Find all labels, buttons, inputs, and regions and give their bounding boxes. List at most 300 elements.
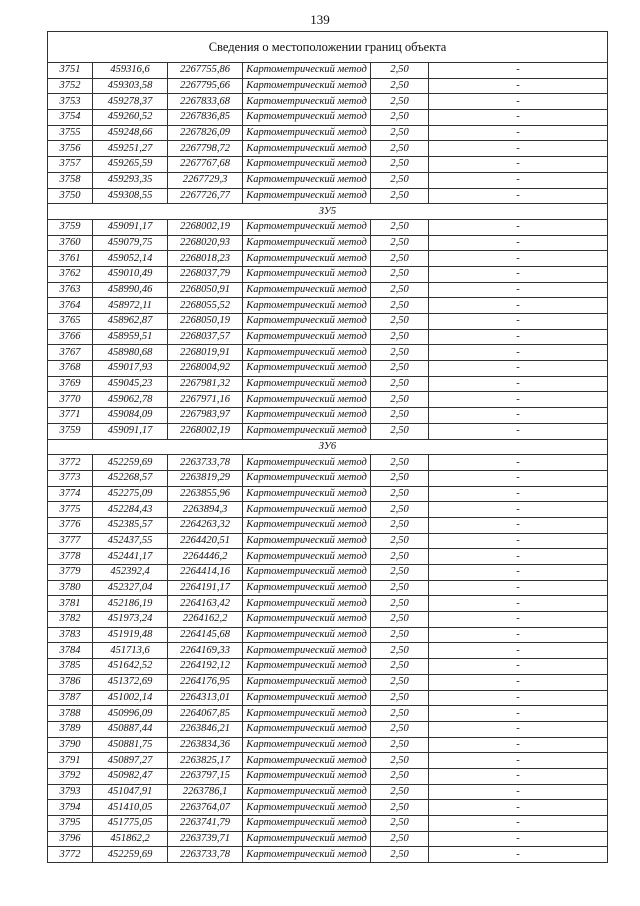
y-coordinate-cell: 2264145,68 bbox=[168, 627, 243, 643]
accuracy-cell: 2,50 bbox=[371, 816, 429, 832]
y-coordinate-cell: 2263741,79 bbox=[168, 816, 243, 832]
y-coordinate-cell: 2267726,77 bbox=[168, 188, 243, 204]
accuracy-cell: 2,50 bbox=[371, 235, 429, 251]
table-row bbox=[48, 345, 608, 361]
method-cell: Картометрический метод bbox=[243, 266, 371, 282]
table-row bbox=[48, 408, 608, 424]
y-coordinate-cell: 2264191,17 bbox=[168, 580, 243, 596]
table-row bbox=[48, 470, 608, 486]
table-row bbox=[48, 188, 608, 204]
x-coordinate-cell: 458962,87 bbox=[93, 314, 168, 330]
description-cell: - bbox=[429, 517, 608, 533]
point-number-cell: 3766 bbox=[48, 329, 93, 345]
section-label: ЗУ5 bbox=[48, 204, 608, 220]
x-coordinate-cell: 458972,11 bbox=[93, 298, 168, 314]
method-cell: Картометрический метод bbox=[243, 376, 371, 392]
x-coordinate-cell: 452275,09 bbox=[93, 486, 168, 502]
table-row bbox=[48, 110, 608, 126]
description-cell: - bbox=[429, 235, 608, 251]
accuracy-cell: 2,50 bbox=[371, 188, 429, 204]
point-number-cell: 3793 bbox=[48, 784, 93, 800]
point-number-cell: 3758 bbox=[48, 172, 93, 188]
description-cell: - bbox=[429, 768, 608, 784]
x-coordinate-cell: 451775,05 bbox=[93, 816, 168, 832]
method-cell: Картометрический метод bbox=[243, 784, 371, 800]
x-coordinate-cell: 450982,47 bbox=[93, 768, 168, 784]
point-number-cell: 3752 bbox=[48, 78, 93, 94]
accuracy-cell: 2,50 bbox=[371, 125, 429, 141]
y-coordinate-cell: 2263846,21 bbox=[168, 721, 243, 737]
point-number-cell: 3777 bbox=[48, 533, 93, 549]
accuracy-cell: 2,50 bbox=[371, 110, 429, 126]
x-coordinate-cell: 452385,57 bbox=[93, 517, 168, 533]
point-number-cell: 3751 bbox=[48, 63, 93, 79]
y-coordinate-cell: 2268002,19 bbox=[168, 423, 243, 439]
y-coordinate-cell: 2263819,29 bbox=[168, 470, 243, 486]
accuracy-cell: 2,50 bbox=[371, 596, 429, 612]
x-coordinate-cell: 452437,55 bbox=[93, 533, 168, 549]
accuracy-cell: 2,50 bbox=[371, 266, 429, 282]
point-number-cell: 3770 bbox=[48, 392, 93, 408]
point-number-cell: 3759 bbox=[48, 423, 93, 439]
point-number-cell: 3785 bbox=[48, 659, 93, 675]
table-row bbox=[48, 659, 608, 675]
accuracy-cell: 2,50 bbox=[371, 219, 429, 235]
x-coordinate-cell: 458959,51 bbox=[93, 329, 168, 345]
boundary-coordinates-table bbox=[47, 31, 608, 863]
method-cell: Картометрический метод bbox=[243, 329, 371, 345]
point-number-cell: 3782 bbox=[48, 612, 93, 628]
table-row bbox=[48, 674, 608, 690]
table-row bbox=[48, 768, 608, 784]
x-coordinate-cell: 452186,19 bbox=[93, 596, 168, 612]
point-number-cell: 3772 bbox=[48, 847, 93, 863]
y-coordinate-cell: 2267971,16 bbox=[168, 392, 243, 408]
y-coordinate-cell: 2263797,15 bbox=[168, 768, 243, 784]
table-row bbox=[48, 361, 608, 377]
point-number-cell: 3764 bbox=[48, 298, 93, 314]
method-cell: Картометрический метод bbox=[243, 800, 371, 816]
method-cell: Картометрический метод bbox=[243, 251, 371, 267]
y-coordinate-cell: 2268050,19 bbox=[168, 314, 243, 330]
method-cell: Картометрический метод bbox=[243, 470, 371, 486]
accuracy-cell: 2,50 bbox=[371, 737, 429, 753]
x-coordinate-cell: 459293,35 bbox=[93, 172, 168, 188]
point-number-cell: 3780 bbox=[48, 580, 93, 596]
y-coordinate-cell: 2264263,32 bbox=[168, 517, 243, 533]
accuracy-cell: 2,50 bbox=[371, 329, 429, 345]
x-coordinate-cell: 451002,14 bbox=[93, 690, 168, 706]
x-coordinate-cell: 459308,55 bbox=[93, 188, 168, 204]
method-cell: Картометрический метод bbox=[243, 141, 371, 157]
accuracy-cell: 2,50 bbox=[371, 627, 429, 643]
accuracy-cell: 2,50 bbox=[371, 517, 429, 533]
table-row bbox=[48, 643, 608, 659]
table-row bbox=[48, 266, 608, 282]
point-number-cell: 3761 bbox=[48, 251, 93, 267]
accuracy-cell: 2,50 bbox=[371, 831, 429, 847]
y-coordinate-cell: 2268002,19 bbox=[168, 219, 243, 235]
point-number-cell: 3768 bbox=[48, 361, 93, 377]
accuracy-cell: 2,50 bbox=[371, 659, 429, 675]
table-row bbox=[48, 141, 608, 157]
method-cell: Картометрический метод bbox=[243, 408, 371, 424]
y-coordinate-cell: 2267836,85 bbox=[168, 110, 243, 126]
y-coordinate-cell: 2267795,66 bbox=[168, 78, 243, 94]
accuracy-cell: 2,50 bbox=[371, 486, 429, 502]
point-number-cell: 3786 bbox=[48, 674, 93, 690]
method-cell: Картометрический метод bbox=[243, 94, 371, 110]
method-cell: Картометрический метод bbox=[243, 768, 371, 784]
x-coordinate-cell: 451410,05 bbox=[93, 800, 168, 816]
point-number-cell: 3781 bbox=[48, 596, 93, 612]
x-coordinate-cell: 451642,52 bbox=[93, 659, 168, 675]
y-coordinate-cell: 2263894,3 bbox=[168, 502, 243, 518]
method-cell: Картометрический метод bbox=[243, 753, 371, 769]
accuracy-cell: 2,50 bbox=[371, 157, 429, 173]
description-cell: - bbox=[429, 533, 608, 549]
table-row bbox=[48, 784, 608, 800]
y-coordinate-cell: 2267729,3 bbox=[168, 172, 243, 188]
method-cell: Картометрический метод bbox=[243, 125, 371, 141]
table-row bbox=[48, 596, 608, 612]
x-coordinate-cell: 459265,59 bbox=[93, 157, 168, 173]
x-coordinate-cell: 459260,52 bbox=[93, 110, 168, 126]
table-row bbox=[48, 219, 608, 235]
description-cell: - bbox=[429, 816, 608, 832]
table-title-row bbox=[48, 32, 608, 63]
accuracy-cell: 2,50 bbox=[371, 314, 429, 330]
section-label: ЗУ6 bbox=[48, 439, 608, 455]
x-coordinate-cell: 459248,66 bbox=[93, 125, 168, 141]
point-number-cell: 3794 bbox=[48, 800, 93, 816]
y-coordinate-cell: 2268055,52 bbox=[168, 298, 243, 314]
y-coordinate-cell: 2263855,96 bbox=[168, 486, 243, 502]
accuracy-cell: 2,50 bbox=[371, 674, 429, 690]
table-row bbox=[48, 172, 608, 188]
method-cell: Картометрический метод bbox=[243, 188, 371, 204]
x-coordinate-cell: 450996,09 bbox=[93, 706, 168, 722]
method-cell: Картометрический метод bbox=[243, 455, 371, 471]
description-cell: - bbox=[429, 219, 608, 235]
y-coordinate-cell: 2263764,07 bbox=[168, 800, 243, 816]
description-cell: - bbox=[429, 376, 608, 392]
table-row bbox=[48, 78, 608, 94]
description-cell: - bbox=[429, 266, 608, 282]
table-row bbox=[48, 251, 608, 267]
point-number-cell: 3762 bbox=[48, 266, 93, 282]
table-row bbox=[48, 298, 608, 314]
section-header-row bbox=[48, 439, 608, 455]
accuracy-cell: 2,50 bbox=[371, 282, 429, 298]
description-cell: - bbox=[429, 690, 608, 706]
description-cell: - bbox=[429, 486, 608, 502]
method-cell: Картометрический метод bbox=[243, 596, 371, 612]
description-cell: - bbox=[429, 110, 608, 126]
accuracy-cell: 2,50 bbox=[371, 612, 429, 628]
method-cell: Картометрический метод bbox=[243, 235, 371, 251]
y-coordinate-cell: 2263739,71 bbox=[168, 831, 243, 847]
x-coordinate-cell: 451713,6 bbox=[93, 643, 168, 659]
table-row bbox=[48, 63, 608, 79]
point-number-cell: 3755 bbox=[48, 125, 93, 141]
method-cell: Картометрический метод bbox=[243, 737, 371, 753]
point-number-cell: 3776 bbox=[48, 517, 93, 533]
method-cell: Картометрический метод bbox=[243, 78, 371, 94]
table-row bbox=[48, 549, 608, 565]
table-row bbox=[48, 533, 608, 549]
x-coordinate-cell: 459251,27 bbox=[93, 141, 168, 157]
description-cell: - bbox=[429, 627, 608, 643]
point-number-cell: 3756 bbox=[48, 141, 93, 157]
description-cell: - bbox=[429, 188, 608, 204]
point-number-cell: 3791 bbox=[48, 753, 93, 769]
point-number-cell: 3789 bbox=[48, 721, 93, 737]
description-cell: - bbox=[429, 753, 608, 769]
y-coordinate-cell: 2263733,78 bbox=[168, 847, 243, 863]
table-row bbox=[48, 235, 608, 251]
x-coordinate-cell: 458990,46 bbox=[93, 282, 168, 298]
description-cell: - bbox=[429, 63, 608, 79]
description-cell: - bbox=[429, 423, 608, 439]
point-number-cell: 3754 bbox=[48, 110, 93, 126]
point-number-cell: 3792 bbox=[48, 768, 93, 784]
y-coordinate-cell: 2268020,93 bbox=[168, 235, 243, 251]
point-number-cell: 3790 bbox=[48, 737, 93, 753]
table-row bbox=[48, 800, 608, 816]
table-row bbox=[48, 329, 608, 345]
description-cell: - bbox=[429, 721, 608, 737]
x-coordinate-cell: 459052,14 bbox=[93, 251, 168, 267]
y-coordinate-cell: 2267755,86 bbox=[168, 63, 243, 79]
method-cell: Картометрический метод bbox=[243, 847, 371, 863]
accuracy-cell: 2,50 bbox=[371, 565, 429, 581]
point-number-cell: 3753 bbox=[48, 94, 93, 110]
description-cell: - bbox=[429, 251, 608, 267]
method-cell: Картометрический метод bbox=[243, 361, 371, 377]
method-cell: Картометрический метод bbox=[243, 486, 371, 502]
accuracy-cell: 2,50 bbox=[371, 455, 429, 471]
table-row bbox=[48, 517, 608, 533]
y-coordinate-cell: 2263733,78 bbox=[168, 455, 243, 471]
method-cell: Картометрический метод bbox=[243, 831, 371, 847]
method-cell: Картометрический метод bbox=[243, 172, 371, 188]
section-header-row bbox=[48, 204, 608, 220]
description-cell: - bbox=[429, 157, 608, 173]
point-number-cell: 3774 bbox=[48, 486, 93, 502]
description-cell: - bbox=[429, 125, 608, 141]
y-coordinate-cell: 2264163,42 bbox=[168, 596, 243, 612]
description-cell: - bbox=[429, 706, 608, 722]
point-number-cell: 3784 bbox=[48, 643, 93, 659]
accuracy-cell: 2,50 bbox=[371, 847, 429, 863]
accuracy-cell: 2,50 bbox=[371, 580, 429, 596]
point-number-cell: 3796 bbox=[48, 831, 93, 847]
table-row bbox=[48, 565, 608, 581]
method-cell: Картометрический метод bbox=[243, 314, 371, 330]
method-cell: Картометрический метод bbox=[243, 63, 371, 79]
description-cell: - bbox=[429, 408, 608, 424]
x-coordinate-cell: 459017,93 bbox=[93, 361, 168, 377]
x-coordinate-cell: 459091,17 bbox=[93, 423, 168, 439]
description-cell: - bbox=[429, 737, 608, 753]
point-number-cell: 3769 bbox=[48, 376, 93, 392]
description-cell: - bbox=[429, 345, 608, 361]
accuracy-cell: 2,50 bbox=[371, 63, 429, 79]
y-coordinate-cell: 2264176,95 bbox=[168, 674, 243, 690]
y-coordinate-cell: 2268018,23 bbox=[168, 251, 243, 267]
x-coordinate-cell: 459278,37 bbox=[93, 94, 168, 110]
y-coordinate-cell: 2268050,91 bbox=[168, 282, 243, 298]
accuracy-cell: 2,50 bbox=[371, 298, 429, 314]
point-number-cell: 3771 bbox=[48, 408, 93, 424]
table-row bbox=[48, 502, 608, 518]
method-cell: Картометрический метод bbox=[243, 298, 371, 314]
accuracy-cell: 2,50 bbox=[371, 800, 429, 816]
x-coordinate-cell: 459303,58 bbox=[93, 78, 168, 94]
method-cell: Картометрический метод bbox=[243, 721, 371, 737]
point-number-cell: 3750 bbox=[48, 188, 93, 204]
method-cell: Картометрический метод bbox=[243, 219, 371, 235]
x-coordinate-cell: 451973,24 bbox=[93, 612, 168, 628]
x-coordinate-cell: 451862,2 bbox=[93, 831, 168, 847]
x-coordinate-cell: 458980,68 bbox=[93, 345, 168, 361]
y-coordinate-cell: 2264420,51 bbox=[168, 533, 243, 549]
description-cell: - bbox=[429, 172, 608, 188]
description-cell: - bbox=[429, 612, 608, 628]
accuracy-cell: 2,50 bbox=[371, 753, 429, 769]
table-title: Сведения о местоположении границ объекта bbox=[48, 32, 608, 63]
x-coordinate-cell: 452259,69 bbox=[93, 847, 168, 863]
table-row bbox=[48, 392, 608, 408]
accuracy-cell: 2,50 bbox=[371, 392, 429, 408]
x-coordinate-cell: 452441,17 bbox=[93, 549, 168, 565]
table-body bbox=[48, 32, 608, 863]
x-coordinate-cell: 452392,4 bbox=[93, 565, 168, 581]
accuracy-cell: 2,50 bbox=[371, 408, 429, 424]
table-row bbox=[48, 612, 608, 628]
point-number-cell: 3765 bbox=[48, 314, 93, 330]
description-cell: - bbox=[429, 455, 608, 471]
method-cell: Картометрический метод bbox=[243, 423, 371, 439]
method-cell: Картометрический метод bbox=[243, 502, 371, 518]
y-coordinate-cell: 2264446,2 bbox=[168, 549, 243, 565]
table-row bbox=[48, 737, 608, 753]
description-cell: - bbox=[429, 298, 608, 314]
page-number: 139 bbox=[310, 12, 330, 27]
method-cell: Картометрический метод bbox=[243, 674, 371, 690]
accuracy-cell: 2,50 bbox=[371, 423, 429, 439]
method-cell: Картометрический метод bbox=[243, 580, 371, 596]
point-number-cell: 3757 bbox=[48, 157, 93, 173]
table-row bbox=[48, 455, 608, 471]
point-number-cell: 3783 bbox=[48, 627, 93, 643]
accuracy-cell: 2,50 bbox=[371, 141, 429, 157]
description-cell: - bbox=[429, 596, 608, 612]
x-coordinate-cell: 451047,91 bbox=[93, 784, 168, 800]
point-number-cell: 3759 bbox=[48, 219, 93, 235]
accuracy-cell: 2,50 bbox=[371, 251, 429, 267]
table-row bbox=[48, 816, 608, 832]
method-cell: Картометрический метод bbox=[243, 643, 371, 659]
description-cell: - bbox=[429, 141, 608, 157]
table-row bbox=[48, 376, 608, 392]
point-number-cell: 3760 bbox=[48, 235, 93, 251]
x-coordinate-cell: 450887,44 bbox=[93, 721, 168, 737]
x-coordinate-cell: 451919,48 bbox=[93, 627, 168, 643]
y-coordinate-cell: 2264313,01 bbox=[168, 690, 243, 706]
accuracy-cell: 2,50 bbox=[371, 376, 429, 392]
y-coordinate-cell: 2267798,72 bbox=[168, 141, 243, 157]
y-coordinate-cell: 2268037,57 bbox=[168, 329, 243, 345]
table-row bbox=[48, 721, 608, 737]
description-cell: - bbox=[429, 580, 608, 596]
point-number-cell: 3778 bbox=[48, 549, 93, 565]
y-coordinate-cell: 2267981,32 bbox=[168, 376, 243, 392]
x-coordinate-cell: 452259,69 bbox=[93, 455, 168, 471]
table-row bbox=[48, 753, 608, 769]
x-coordinate-cell: 459010,49 bbox=[93, 266, 168, 282]
point-number-cell: 3795 bbox=[48, 816, 93, 832]
y-coordinate-cell: 2267833,68 bbox=[168, 94, 243, 110]
method-cell: Картометрический метод bbox=[243, 282, 371, 298]
method-cell: Картометрический метод bbox=[243, 392, 371, 408]
x-coordinate-cell: 459316,6 bbox=[93, 63, 168, 79]
description-cell: - bbox=[429, 361, 608, 377]
x-coordinate-cell: 450881,75 bbox=[93, 737, 168, 753]
description-cell: - bbox=[429, 329, 608, 345]
y-coordinate-cell: 2268019,91 bbox=[168, 345, 243, 361]
y-coordinate-cell: 2264414,16 bbox=[168, 565, 243, 581]
accuracy-cell: 2,50 bbox=[371, 533, 429, 549]
point-number-cell: 3775 bbox=[48, 502, 93, 518]
point-number-cell: 3763 bbox=[48, 282, 93, 298]
y-coordinate-cell: 2267983,97 bbox=[168, 408, 243, 424]
table-row bbox=[48, 314, 608, 330]
y-coordinate-cell: 2264067,85 bbox=[168, 706, 243, 722]
accuracy-cell: 2,50 bbox=[371, 470, 429, 486]
method-cell: Картометрический метод bbox=[243, 549, 371, 565]
table-row bbox=[48, 627, 608, 643]
description-cell: - bbox=[429, 94, 608, 110]
table-row bbox=[48, 125, 608, 141]
x-coordinate-cell: 450897,27 bbox=[93, 753, 168, 769]
method-cell: Картометрический метод bbox=[243, 533, 371, 549]
table-row bbox=[48, 282, 608, 298]
accuracy-cell: 2,50 bbox=[371, 721, 429, 737]
accuracy-cell: 2,50 bbox=[371, 706, 429, 722]
y-coordinate-cell: 2267826,09 bbox=[168, 125, 243, 141]
x-coordinate-cell: 459084,09 bbox=[93, 408, 168, 424]
method-cell: Картометрический метод bbox=[243, 157, 371, 173]
point-number-cell: 3772 bbox=[48, 455, 93, 471]
y-coordinate-cell: 2267767,68 bbox=[168, 157, 243, 173]
accuracy-cell: 2,50 bbox=[371, 94, 429, 110]
accuracy-cell: 2,50 bbox=[371, 345, 429, 361]
method-cell: Картометрический метод bbox=[243, 659, 371, 675]
table-row bbox=[48, 157, 608, 173]
method-cell: Картометрический метод bbox=[243, 517, 371, 533]
y-coordinate-cell: 2263786,1 bbox=[168, 784, 243, 800]
point-number-cell: 3773 bbox=[48, 470, 93, 486]
table-row bbox=[48, 486, 608, 502]
y-coordinate-cell: 2264162,2 bbox=[168, 612, 243, 628]
table-row bbox=[48, 94, 608, 110]
y-coordinate-cell: 2268004,92 bbox=[168, 361, 243, 377]
description-cell: - bbox=[429, 659, 608, 675]
x-coordinate-cell: 452284,43 bbox=[93, 502, 168, 518]
method-cell: Картометрический метод bbox=[243, 706, 371, 722]
